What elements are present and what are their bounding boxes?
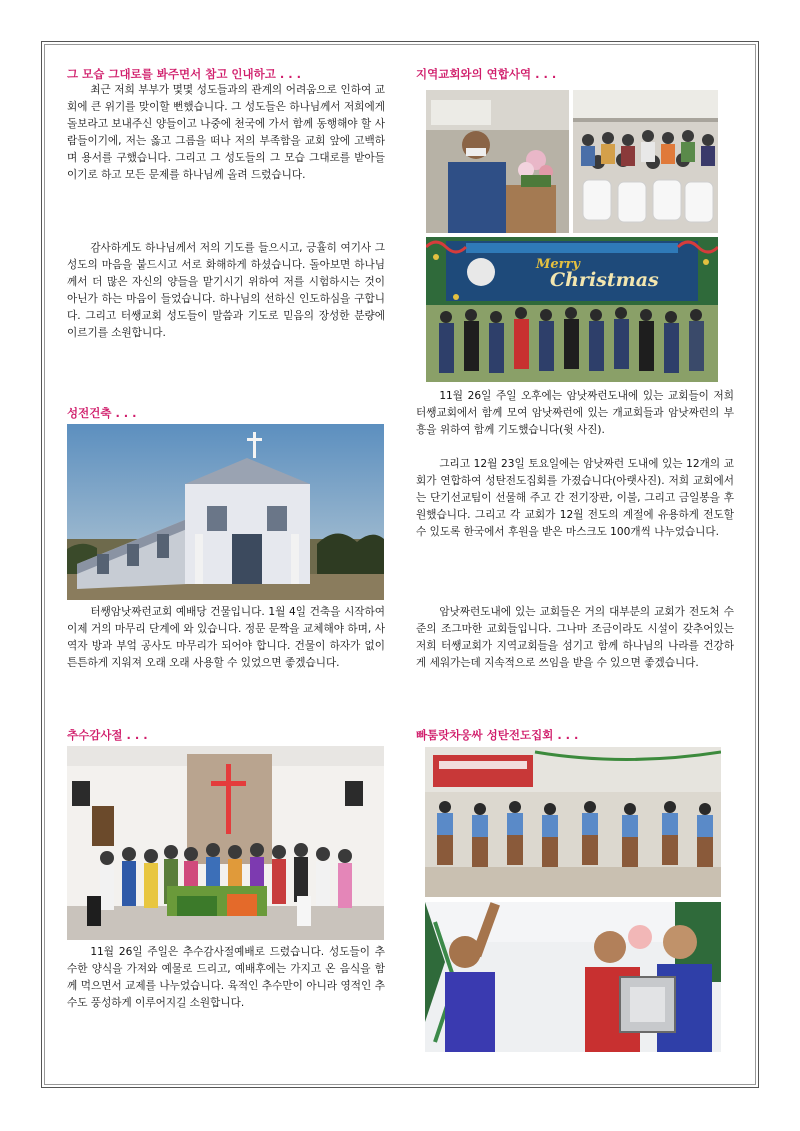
heading-regional-churches: 지역교회와의 연합사역 . . . bbox=[416, 67, 557, 81]
gift-presentation-photo bbox=[425, 902, 721, 1052]
paragraph-thanksgiving: 11월 26일 주일은 추수감사절예배로 드렸습니다. 성도들이 추수한 양식을 가져와 예물로 드리고, 예배후에는 가지고 온 음식을 함께 먹으면서 교제를 나누었습니다. 육적인 추수만이 아니라 영적인 추수도 풍성하게 이루어지길 소원합니다. bbox=[67, 946, 385, 1010]
banner-merry-text: Merry bbox=[536, 257, 580, 272]
christmas-gathering-photo bbox=[426, 237, 718, 382]
heading-thanksgiving: 추수감사절 . . . bbox=[67, 728, 148, 742]
paragraph-regional-1: 11월 26일 주일 오후에는 암낫짜런도내에 있는 교회들이 저희 터쌩교회에서 함께 모여 암낫짜런에 있는 개교회들과 암낫짜런의 부흥을 위하여 함께 기도했습니다(윗 사진). bbox=[416, 390, 734, 437]
paragraph-regional-3: 암낫짜런도내에 있는 교회들은 거의 대부분의 교회가 전도처 수준의 조그마한 교회들입니다. 그나마 조금이라도 시설이 갖추어있는 저희 터쌩교회가 지역교회들을 섬기고 함께 하나님의 나라를 건강하게 세워가는데 지속적으로 쓰임을 받을 수 있으면 좋겠습니다. bbox=[416, 606, 734, 670]
preacher-photo bbox=[426, 90, 569, 233]
dance-performance-photo bbox=[425, 747, 721, 897]
heading-christmas-evangelism: 빠툼랏차웅싸 성탄전도집회 . . . bbox=[416, 728, 579, 742]
church-building-photo bbox=[67, 424, 384, 600]
paragraph-patience-2: 감사하게도 하나님께서 저의 기도를 들으시고, 긍휼히 여기사 그 성도의 마음을 붙드시고 서로 화해하게 하셨습니다. 돌아보면 하나님께서 더 많은 자신의 양들을 맡기시기 위하여 저를 시험하시는 것이 아닌가 하는 마음이 들었습니다. 하나님의 선하신 인도하심을 구합니다. 그리고 터쌩교회 성도들이 말씀과 기도로 믿음의 장성한 분량에 이르기를 소원합니다. bbox=[67, 242, 385, 340]
thanksgiving-photo bbox=[67, 746, 384, 940]
heading-patience: 그 모습 그대로를 봐주면서 참고 인내하고 . . . bbox=[67, 67, 301, 81]
paragraph-church-building: 터쌩암낫짜런교회 예배당 건물입니다. 1월 4일 건축을 시작하여 이제 거의 마무리 단계에 와 있습니다. 정문 문짝을 교체해야 하며, 사역자 방과 부엌 공사도 마무리가 되어야 합니다. 건물이 하자가 없이 튼튼하게 지워져 오래 오래 사용할 수 있었으면 좋겠습니다. bbox=[67, 606, 385, 670]
heading-church-building: 성전건축 . . . bbox=[67, 406, 137, 420]
paragraph-regional-2: 그리고 12월 23일 토요일에는 암낫짜런 도내에 있는 12개의 교회가 연합하여 성탄전도집회를 가졌습니다(아랫사진). 저희 교회에서는 단기선교팀이 선물해 주고 간 전기장판, 이불, 그리고 금일봉을 후원했습니다. 그리고 각 교회가 12월 전도의 계절에 유용하게 전도할 수 있도록 한국에서 후원을 받은 마스크도 100개씩 나누었습니다. bbox=[416, 458, 734, 539]
banner-christmas-text: Christmas bbox=[550, 269, 659, 291]
paragraph-patience-1: 최근 저희 부부가 몇몇 성도들과의 관계의 어려움으로 인하여 교회에 큰 위기를 맞이할 뻔했습니다. 그 성도들은 하나님께서 저희에게 돌보라고 보내주신 양들이고 나중에 천국에 가서 함께 동행해야 할 사람들이기에, 저는 옳고 그름을 떠나 저의 부족함을 교회 앞에 고백하며 용서를 구했습니다. 그리고 그 성도들의 그 모습 그대로를 받아들이기로 하고 모든 문제를 하나님께 올려 드렸습니다. bbox=[67, 84, 385, 182]
congregation-photo bbox=[573, 90, 718, 233]
